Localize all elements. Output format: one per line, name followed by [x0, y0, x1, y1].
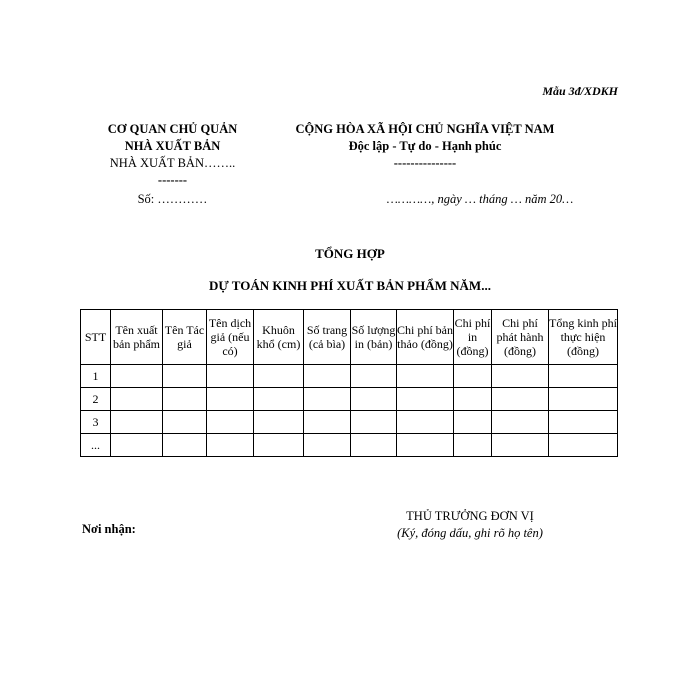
table-cell: [304, 434, 351, 457]
column-header: Tên xuất bản phẩm: [111, 310, 163, 365]
table-cell: [207, 411, 254, 434]
table-header-row: [81, 310, 618, 365]
table-row: [81, 388, 618, 411]
row-number: 1: [81, 365, 111, 388]
column-header: Số lượng in (bản): [351, 310, 397, 365]
table-cell: [492, 411, 549, 434]
table-cell: [549, 365, 618, 388]
table-cell: [111, 411, 163, 434]
table-cell: [304, 388, 351, 411]
row-number: 2: [81, 388, 111, 411]
table-cell: [254, 388, 304, 411]
table-cell: [254, 365, 304, 388]
recipient-label: Nơi nhận:: [82, 522, 136, 536]
table-cell: [163, 388, 207, 411]
agency-line-1: CƠ QUAN CHỦ QUẢN: [107, 122, 238, 136]
table-cell: [163, 434, 207, 457]
signer-title: THỦ TRƯỞNG ĐƠN VỊ: [406, 509, 534, 523]
table-cell: [163, 411, 207, 434]
table-cell: [351, 365, 397, 388]
table-cell: [351, 388, 397, 411]
column-header: Tên dịch giả (nếu có): [207, 310, 254, 365]
table-cell: [207, 365, 254, 388]
table-row: [81, 365, 618, 388]
column-header: Chi phí in (đồng): [454, 310, 492, 365]
form-code: Mẫu 3đ/XDKH: [542, 84, 618, 98]
table-cell: [397, 365, 454, 388]
table-cell: [454, 411, 492, 434]
table-cell: [397, 411, 454, 434]
column-header: STT: [81, 310, 111, 365]
table-cell: [397, 388, 454, 411]
agency-line-2: NHÀ XUẤT BẢN: [124, 139, 221, 153]
column-header: Chi phí bản thảo (đồng): [397, 310, 454, 365]
document-title: TỔNG HỢP: [315, 246, 385, 261]
table-cell: [454, 388, 492, 411]
table-row: [81, 411, 618, 434]
row-number: ...: [81, 434, 111, 457]
column-header: Tổng kinh phí thực hiện (đồng): [549, 310, 618, 365]
table-cell: [207, 388, 254, 411]
column-header: Tên Tác giả: [163, 310, 207, 365]
table-cell: [397, 434, 454, 457]
agency-line-3: NHÀ XUẤT BẢN……..: [109, 156, 236, 170]
table-cell: [254, 434, 304, 457]
table-row: [81, 434, 618, 457]
national-separator: ---------------: [393, 156, 457, 170]
table-cell: [111, 365, 163, 388]
table-cell: [163, 365, 207, 388]
signature-block: [360, 508, 580, 542]
table-cell: [549, 411, 618, 434]
table-cell: [492, 365, 549, 388]
agency-separator: -------: [157, 173, 188, 187]
table-cell: [207, 434, 254, 457]
issuing-agency-header: [80, 121, 265, 189]
table-cell: [549, 434, 618, 457]
national-name: CỘNG HÒA XÃ HỘI CHỦ NGHĨA VIỆT NAM: [295, 122, 555, 136]
table-cell: [492, 388, 549, 411]
table-cell: [454, 434, 492, 457]
table-cell: [254, 411, 304, 434]
table-cell: [304, 365, 351, 388]
signer-note: (Ký, đóng dấu, ghi rõ họ tên): [397, 526, 543, 540]
table-cell: [351, 434, 397, 457]
column-header: Chi phí phát hành (đồng): [492, 310, 549, 365]
table-cell: [304, 411, 351, 434]
national-header: [270, 121, 580, 172]
column-header: Khuôn khổ (cm): [254, 310, 304, 365]
row-number: 3: [81, 411, 111, 434]
column-header: Số trang (cả bìa): [304, 310, 351, 365]
table-cell: [111, 434, 163, 457]
national-motto: Độc lập - Tự do - Hạnh phúc: [348, 139, 502, 153]
document-subtitle: DỰ TOÁN KINH PHÍ XUẤT BẢN PHẨM NĂM...: [209, 278, 491, 293]
table-cell: [111, 388, 163, 411]
document-number: Số: …………: [137, 192, 208, 206]
table-cell: [549, 388, 618, 411]
budget-table: [80, 309, 618, 457]
date-line: …………, ngày … tháng … năm 20…: [386, 192, 574, 206]
table-cell: [492, 434, 549, 457]
table-cell: [454, 365, 492, 388]
table-cell: [351, 411, 397, 434]
